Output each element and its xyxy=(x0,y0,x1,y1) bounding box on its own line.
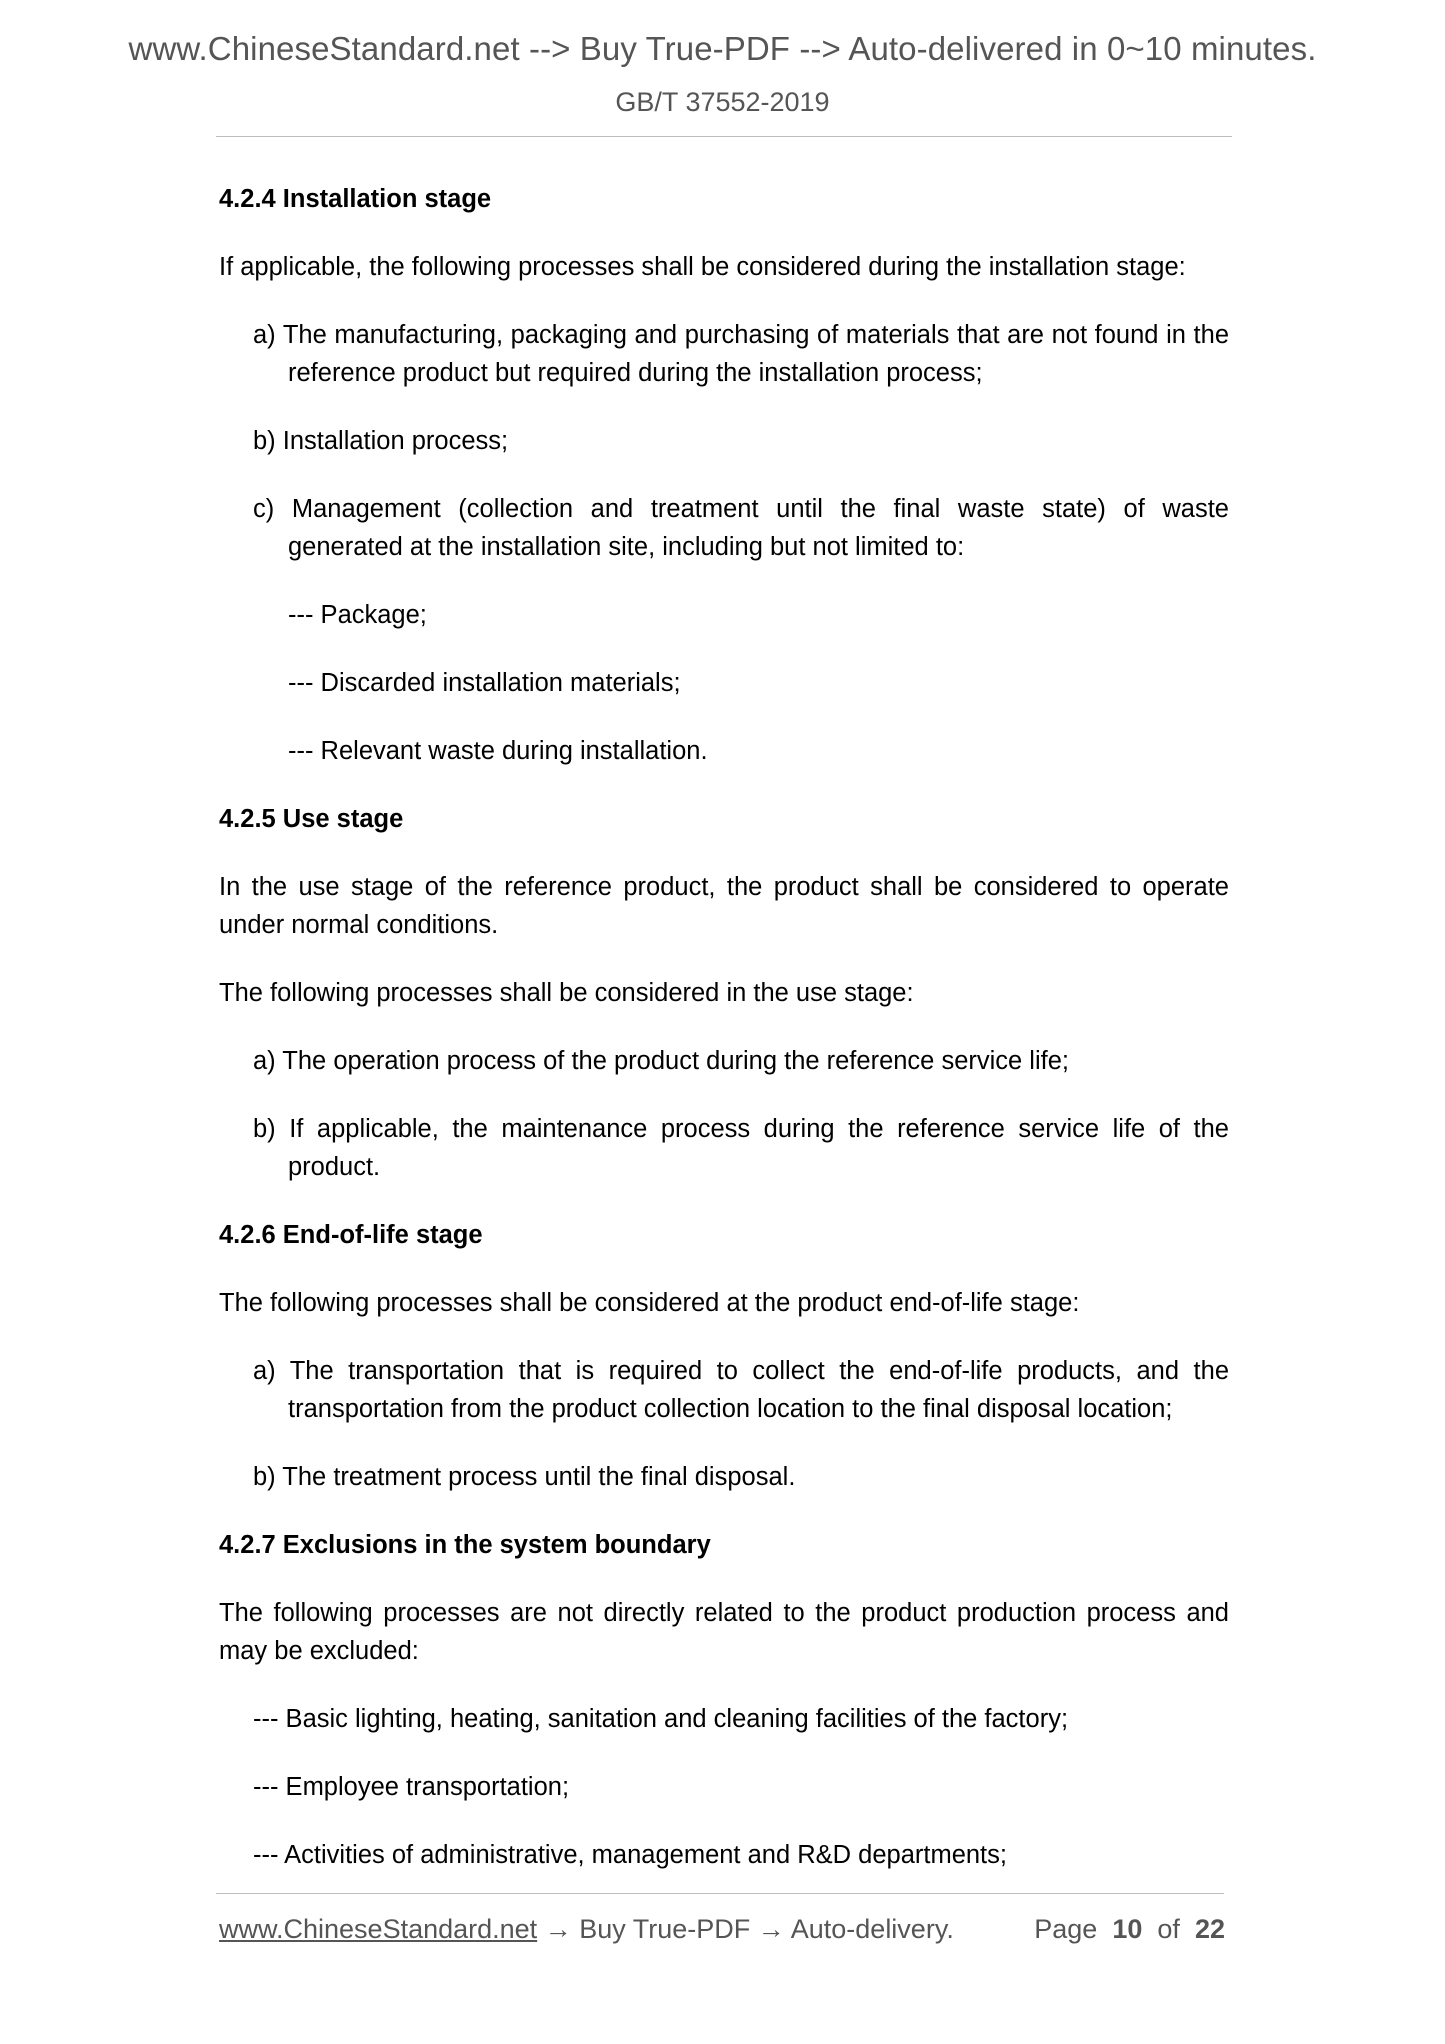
footer-divider xyxy=(216,1893,1224,1894)
heading-4-2-4: 4.2.4 Installation stage xyxy=(219,185,492,213)
heading-4-2-5: 4.2.5 Use stage xyxy=(219,805,404,833)
standard-number: GB/T 37552-2019 xyxy=(615,87,830,117)
page-current: 10 xyxy=(1112,1914,1143,1944)
document-body xyxy=(219,180,1229,1904)
paragraph-exclusions-intro: The following processes are not directly related to the product production process and may be excluded: xyxy=(219,1599,1229,1665)
list-item-use-b: b) If applicable, the maintenance process during the reference service life of the product. xyxy=(253,1115,1229,1181)
dash-item-package: --- Package; xyxy=(288,601,427,629)
list-item-installation-a: a) The manufacturing, packaging and purchasing of materials that are not found in the reference product but required during the installation process; xyxy=(253,321,1229,387)
footer-promo-text: → Buy True-PDF → Auto-delivery. xyxy=(537,1914,954,1944)
paragraph-end-of-life-intro: The following processes shall be considered at the product end-of-life stage: xyxy=(219,1289,1080,1317)
page-total: 22 xyxy=(1194,1914,1225,1944)
footer-site-link[interactable]: www.ChineseStandard.net xyxy=(219,1914,538,1944)
heading-4-2-7: 4.2.7 Exclusions in the system boundary xyxy=(219,1531,711,1559)
paragraph-installation-intro: If applicable, the following processes shall be considered during the installation stage: xyxy=(219,253,1186,281)
list-item-installation-b: b) Installation process; xyxy=(253,427,509,455)
dash-item-discarded-materials: --- Discarded installation materials; xyxy=(288,669,681,697)
page-label: Page xyxy=(1034,1914,1098,1944)
list-item-installation-c: c) Management (collection and treatment until the final waste state) of waste generated at the installation site, including but not limited to: xyxy=(253,495,1229,561)
footer-promo xyxy=(219,1914,954,1945)
header-divider xyxy=(216,136,1232,137)
list-item-end-of-life-b: b) The treatment process until the final disposal. xyxy=(253,1463,796,1491)
site-banner: www.ChineseStandard.net --> Buy True-PDF --> Auto-delivered in 0~10 minutes. xyxy=(128,30,1317,67)
paragraph-use-stage-1: In the use stage of the reference product, the product shall be considered to operate under normal conditions. xyxy=(219,873,1229,939)
dash-item-admin-activities: --- Activities of administrative, management and R&D departments; xyxy=(253,1841,1007,1869)
list-item-use-a: a) The operation process of the product during the reference service life; xyxy=(253,1047,1069,1075)
dash-item-employee-transport: --- Employee transportation; xyxy=(253,1773,570,1801)
heading-4-2-6: 4.2.6 End-of-life stage xyxy=(219,1221,483,1249)
of-label: of xyxy=(1157,1914,1180,1944)
dash-item-relevant-waste: --- Relevant waste during installation. xyxy=(288,737,708,765)
page-indicator xyxy=(1034,1914,1225,1945)
list-item-end-of-life-a: a) The transportation that is required to collect the end-of-life products, and the transportation from the product collection location to the final disposal location; xyxy=(253,1357,1229,1423)
paragraph-use-stage-2: The following processes shall be considered in the use stage: xyxy=(219,979,914,1007)
dash-item-basic-facilities: --- Basic lighting, heating, sanitation and cleaning facilities of the factory; xyxy=(253,1705,1069,1733)
